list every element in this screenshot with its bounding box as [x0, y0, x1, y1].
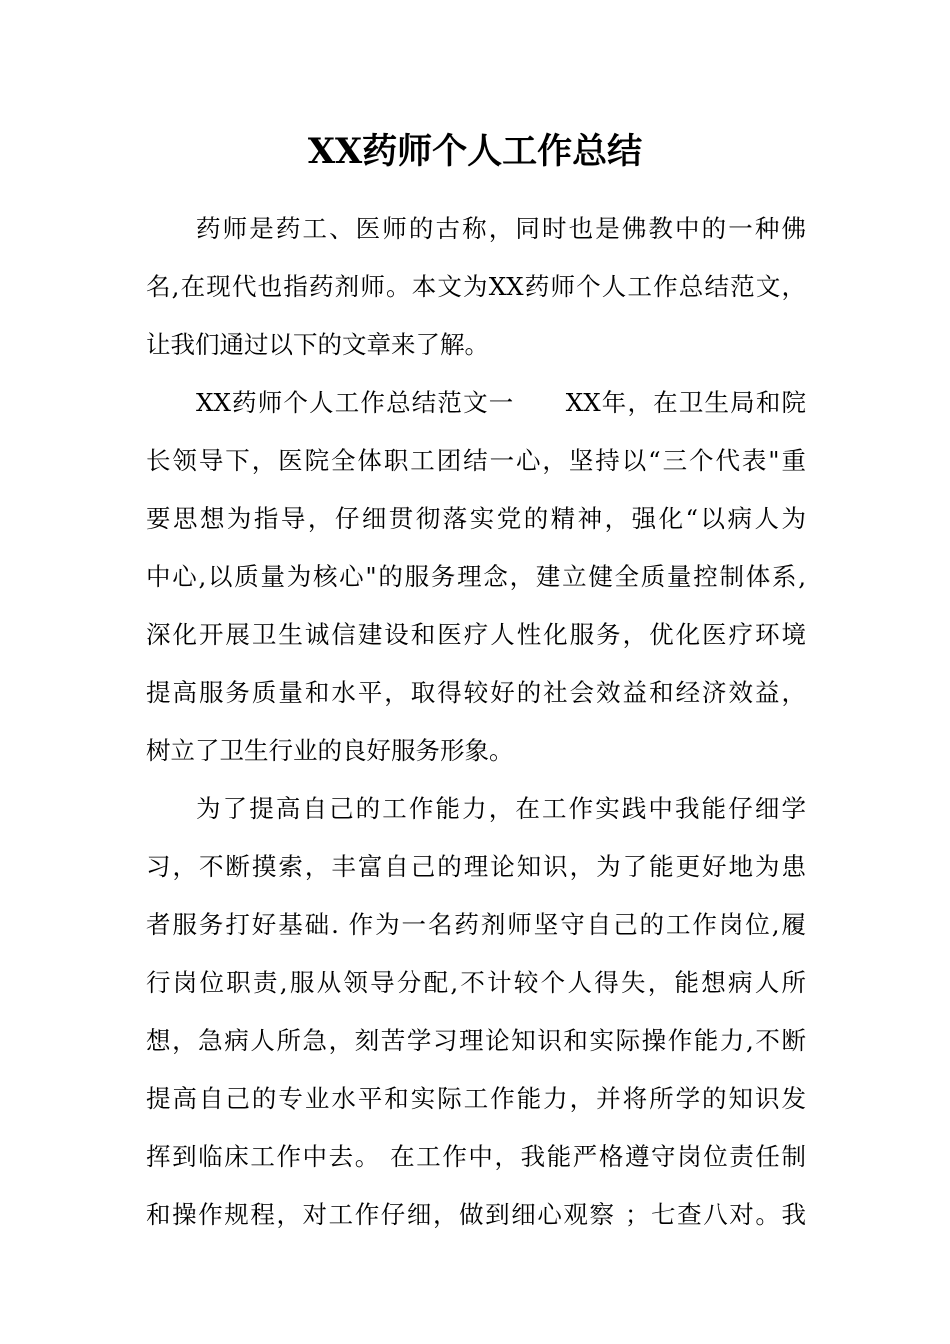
paragraph-line: 者服务打好基础. 作为一名药剂师坚守自己的工作岗位,履 [146, 910, 806, 939]
paragraph-line: 深化开展卫生诚信建设和医疗人性化服务，优化医疗环境 [146, 620, 806, 649]
paragraph-line: 长领导下，医院全体职工团结一心，坚持以“三个代表"重 [146, 446, 806, 475]
paragraph-line: 为了提高自己的工作能力，在工作实践中我能仔细学 [196, 794, 806, 823]
paragraph-line: 要思想为指导，仔细贯彻落实党的精神，强化“以病人为 [146, 504, 806, 533]
paragraph-line: 药师是药工、医师的古称，同时也是佛教中的一种佛 [196, 214, 806, 243]
paragraph-line: 想，急病人所急，刻苦学习理论知识和实际操作能力,不断 [146, 1026, 806, 1055]
paragraph-line: 树立了卫生行业的良好服务形象。 [146, 736, 514, 765]
paragraph-line: 挥到临床工作中去。 在工作中，我能严格遵守岗位责任制 [146, 1142, 806, 1171]
paragraph-line: XX药师个人工作总结范文一 XX年，在卫生局和院 [196, 388, 806, 417]
paragraph-line: 中心,以质量为核心"的服务理念，建立健全质量控制体系, [146, 562, 806, 591]
document-body [146, 200, 806, 1244]
paragraph-line: 习，不断摸索，丰富自己的理论知识，为了能更好地为患 [146, 852, 806, 881]
paragraph-line: 行岗位职责,服从领导分配,不计较个人得失，能想病人所 [146, 968, 806, 997]
paragraph-line: 和操作规程，对工作仔细，做到细心观察 ；七查八对。我 [146, 1200, 806, 1229]
paragraph-line: 提高服务质量和水平，取得较好的社会效益和经济效益， [146, 678, 806, 707]
paragraph-line: 名,在现代也指药剂师。本文为XX药师个人工作总结范文， [146, 272, 806, 301]
paragraph-line: 让我们通过以下的文章来了解。 [146, 330, 489, 359]
document-title: XX药师个人工作总结 [307, 131, 643, 172]
paragraph-line: 提高自己的专业水平和实际工作能力，并将所学的知识发 [146, 1084, 806, 1113]
